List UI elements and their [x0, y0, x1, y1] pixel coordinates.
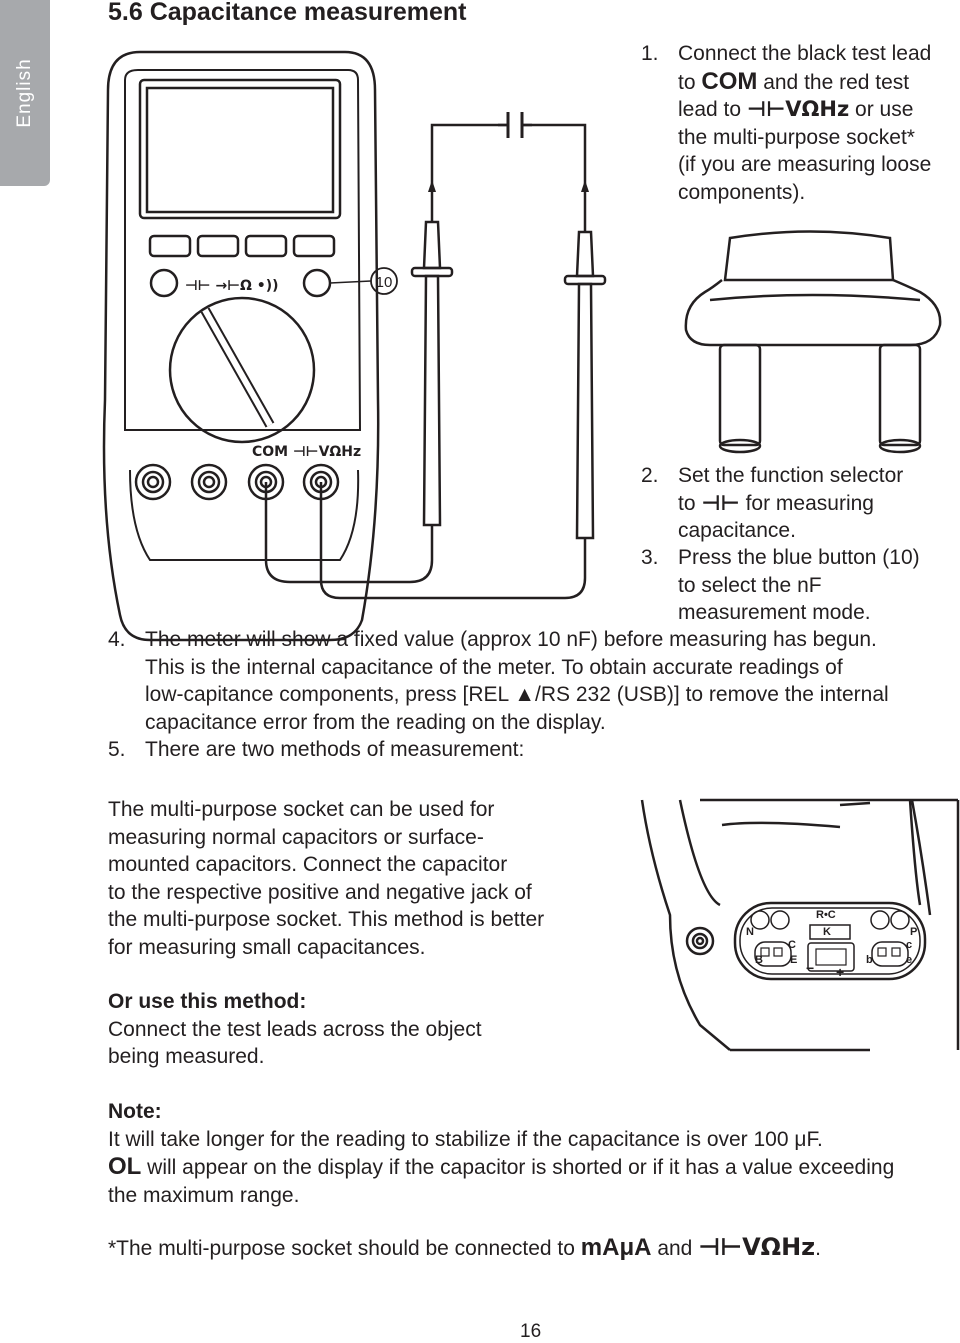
step-3-number: 3. — [641, 546, 659, 569]
step-1-line-3b: or use — [855, 98, 914, 121]
step-4-number: 4. — [108, 628, 126, 651]
socket-illustration — [640, 795, 960, 1055]
socket-b1-label: B — [755, 954, 763, 966]
note-line-1: It will take longer for the reading to stabilize if the capacitance is over 100 μF. — [108, 1127, 823, 1151]
method-1-line-4: to the respective positive and negative jack of — [108, 880, 532, 904]
socket-n-label: N — [746, 926, 754, 938]
capacitor-symbol: ⊣⊢ — [701, 490, 740, 515]
socket-c1-label: C — [788, 939, 796, 951]
step-1-to: to — [678, 70, 696, 94]
step-2-line-3: capacitance. — [678, 519, 796, 542]
step-3-line-3: measurement mode. — [678, 601, 871, 624]
step-1-line-2: and the red test — [763, 70, 910, 94]
ol-symbol: OL — [108, 1153, 142, 1180]
method-1-line-1: The multi-purpose socket can be used for — [108, 798, 495, 821]
step-2-to: to — [678, 491, 696, 515]
step-5-line-1: There are two methods of measurement: — [145, 738, 525, 761]
socket-e2-label: e — [906, 954, 913, 966]
step-2 — [641, 462, 951, 545]
socket-b2-label: b — [866, 954, 873, 966]
method-2-line-1: Connect the test leads across the object — [108, 1017, 482, 1041]
step-5 — [108, 736, 948, 764]
socket-rc-label: R•C — [816, 909, 836, 921]
socket-minus-label: − — [806, 960, 815, 976]
step-1 — [641, 40, 951, 206]
step-1-line-4: the multi-purpose socket* — [678, 125, 915, 149]
method-1-line-5: the multi-purpose socket. This method is better — [108, 908, 545, 931]
method-1-paragraph — [108, 796, 608, 961]
step-1-line-3a: lead to — [678, 98, 742, 121]
method-1-line-3: mounted capacitors. Connect the capacitor — [108, 853, 508, 876]
socket-c2-label: c — [906, 939, 913, 951]
step-4-line-3: low-capitance components, press [REL ▲/RS 232 (USB)] to remove the internal — [145, 683, 889, 706]
step-2-line-1: Set the function selector — [678, 464, 904, 487]
jack-labels: COM ⊣⊢VΩHz — [252, 444, 362, 460]
vohz-symbol: ⊣⊢VΩHz — [746, 97, 850, 121]
footnote-text: *The multi-purpose socket should be connected to — [108, 1237, 575, 1260]
step-3-line-2: to select the nF — [678, 573, 822, 597]
socket-k-label: K — [823, 926, 831, 938]
ma-ua-symbol: mAμA — [580, 1234, 652, 1261]
com-symbol: COM — [701, 67, 758, 95]
selector-symbols: ⊣⊢ →⊢Ω •)) — [185, 278, 279, 294]
note-heading: Note: — [108, 1100, 162, 1123]
method-2-line-2: being measured. — [108, 1045, 265, 1068]
step-2-line-2: for measuring — [745, 491, 874, 515]
footnote-vohz-symbol: ⊣⊢VΩHz — [698, 1233, 816, 1261]
page-number: 16 — [520, 1321, 542, 1342]
section-heading: 5.6 Capacitance measurement — [108, 0, 467, 26]
socket-e1-label: E — [790, 954, 798, 966]
step-1-number: 1. — [641, 42, 659, 65]
step-4-line-1: The meter will show a fixed value (approx 10 nF) before measuring has begun. — [145, 628, 877, 651]
socket-p-label: P — [910, 926, 918, 938]
step-1-line-5: (if you are measuring loose — [678, 153, 932, 176]
socket-plus-label: + — [836, 964, 845, 980]
button-10-label: 10 — [375, 274, 393, 291]
step-2-number: 2. — [641, 464, 659, 487]
note-line-3: the maximum range. — [108, 1183, 300, 1207]
footnote-period: . — [815, 1237, 821, 1260]
note-paragraph — [108, 1098, 948, 1209]
footnote — [108, 1234, 948, 1263]
method-2-heading: Or use this method: — [108, 990, 307, 1013]
method-1-line-2: measuring normal capacitors or surface- — [108, 825, 484, 849]
step-4-line-4: capacitance error from the reading on the display. — [145, 710, 606, 734]
step-3 — [641, 544, 951, 627]
method-1-line-6: for measuring small capacitances. — [108, 935, 426, 959]
step-5-number: 5. — [108, 738, 126, 761]
language-tab-label: English — [14, 58, 35, 128]
step-3-line-1: Press the blue button (10) — [678, 546, 920, 569]
step-4 — [108, 626, 948, 736]
footnote-and: and — [657, 1237, 693, 1260]
note-line-2: will appear on the display if the capacitor is shorted or if it has a value exceeding — [147, 1156, 895, 1179]
step-1-line-1: Connect the black test lead — [678, 42, 932, 65]
step-4-line-2: This is the internal capacitance of the meter. To obtain accurate readings of — [145, 655, 843, 679]
method-2-paragraph — [108, 988, 628, 1071]
step-1-line-6: components). — [678, 180, 806, 204]
